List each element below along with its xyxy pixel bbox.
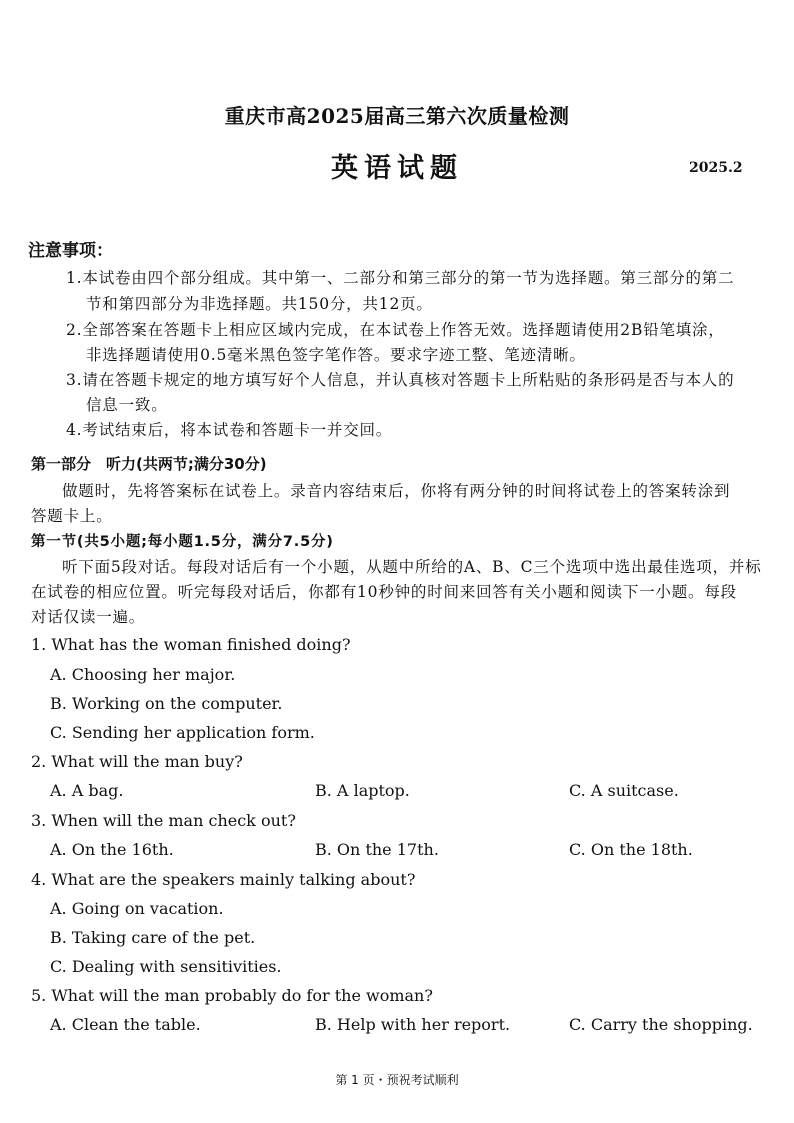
question-4: 4. What are the speakers mainly talking about? — [31, 870, 416, 889]
question-3-option-a: A. On the 16th. — [50, 840, 174, 859]
question-5-option-a: A. Clean the table. — [50, 1015, 201, 1034]
question-1-option-c: C. Sending her application form. — [50, 723, 315, 742]
notice-item-1-line-1: 1.本试卷由四个部分组成。其中第一、二部分和第三部分的第一节为选择题。第三部分的第二 — [66, 269, 735, 287]
question-5-option-b: B. Help with her report. — [315, 1015, 511, 1034]
exam-title: 重庆市高2025届高三第六次质量检测 — [224, 104, 570, 128]
question-1: 1. What has the woman finished doing? — [31, 635, 351, 654]
question-2: 2. What will the man buy? — [31, 752, 243, 771]
section1-intro-line-1: 听下面5段对话。每段对话后有一个小题，从题中所给的A、B、C三个选项中选出最佳选项，并标 — [62, 558, 762, 576]
question-5: 5. What will the man probably do for the woman? — [31, 986, 433, 1005]
notice-item-1-line-2: 节和第四部分为非选择题。共150分，共12页。 — [86, 295, 433, 313]
notice-item-4-line-1: 4.考试结束后，将本试卷和答题卡一并交回。 — [66, 421, 393, 439]
notice-heading: 注意事项： — [28, 241, 113, 261]
question-4-option-b: B. Taking care of the pet. — [50, 928, 256, 947]
question-3: 3. When will the man check out? — [31, 811, 296, 830]
notice-item-2-line-1: 2.全部答案在答题卡上相应区域内完成，在本试卷上作答无效。选择题请使用2B铅笔填涂， — [66, 321, 725, 339]
notice-item-2-line-2: 非选择题请使用0.5毫米黑色签字笔作答。要求字迹工整、笔迹清晰。 — [86, 346, 586, 364]
question-4-option-c: C. Dealing with sensitivities. — [50, 957, 282, 976]
question-2-option-a: A. A bag. — [50, 781, 124, 800]
section1-heading: 第一节(共5小题;每小题1.5分，满分7.5分) — [31, 534, 334, 550]
part1-heading: 第一部分 听力(共两节;满分30分) — [31, 455, 267, 473]
question-1-option-a: A. Choosing her major. — [50, 665, 236, 684]
question-1-option-b: B. Working on the computer. — [50, 694, 283, 713]
page-footer: 第 1 页・预祝考试顺利 — [335, 1073, 459, 1087]
subject-title: 英语试题 — [331, 153, 463, 184]
question-5-option-c: C. Carry the shopping. — [569, 1015, 753, 1034]
question-2-option-b: B. A laptop. — [315, 781, 410, 800]
section1-intro-line-2: 在试卷的相应位置。听完每段对话后，你都有10秒钟的时间来回答有关小题和阅读下一小题。每段 — [31, 583, 737, 601]
part1-intro-line-1: 做题时，先将答案标在试卷上。录音内容结束后，你将有两分钟的时间将试卷上的答案转涂到 — [62, 482, 731, 500]
notice-item-3-line-2: 信息一致。 — [86, 396, 168, 414]
part1-intro-line-2: 答题卡上。 — [31, 507, 113, 525]
question-4-option-a: A. Going on vacation. — [50, 899, 224, 918]
question-3-option-b: B. On the 17th. — [315, 840, 439, 859]
exam-date: 2025.2 — [689, 160, 743, 176]
notice-item-3-line-1: 3.请在答题卡规定的地方填写好个人信息，并认真核对答题卡上所粘贴的条形码是否与本人的 — [66, 371, 735, 389]
section1-intro-line-3: 对话仅读一遍。 — [31, 608, 146, 626]
question-3-option-c: C. On the 18th. — [569, 840, 693, 859]
question-2-option-c: C. A suitcase. — [569, 781, 679, 800]
